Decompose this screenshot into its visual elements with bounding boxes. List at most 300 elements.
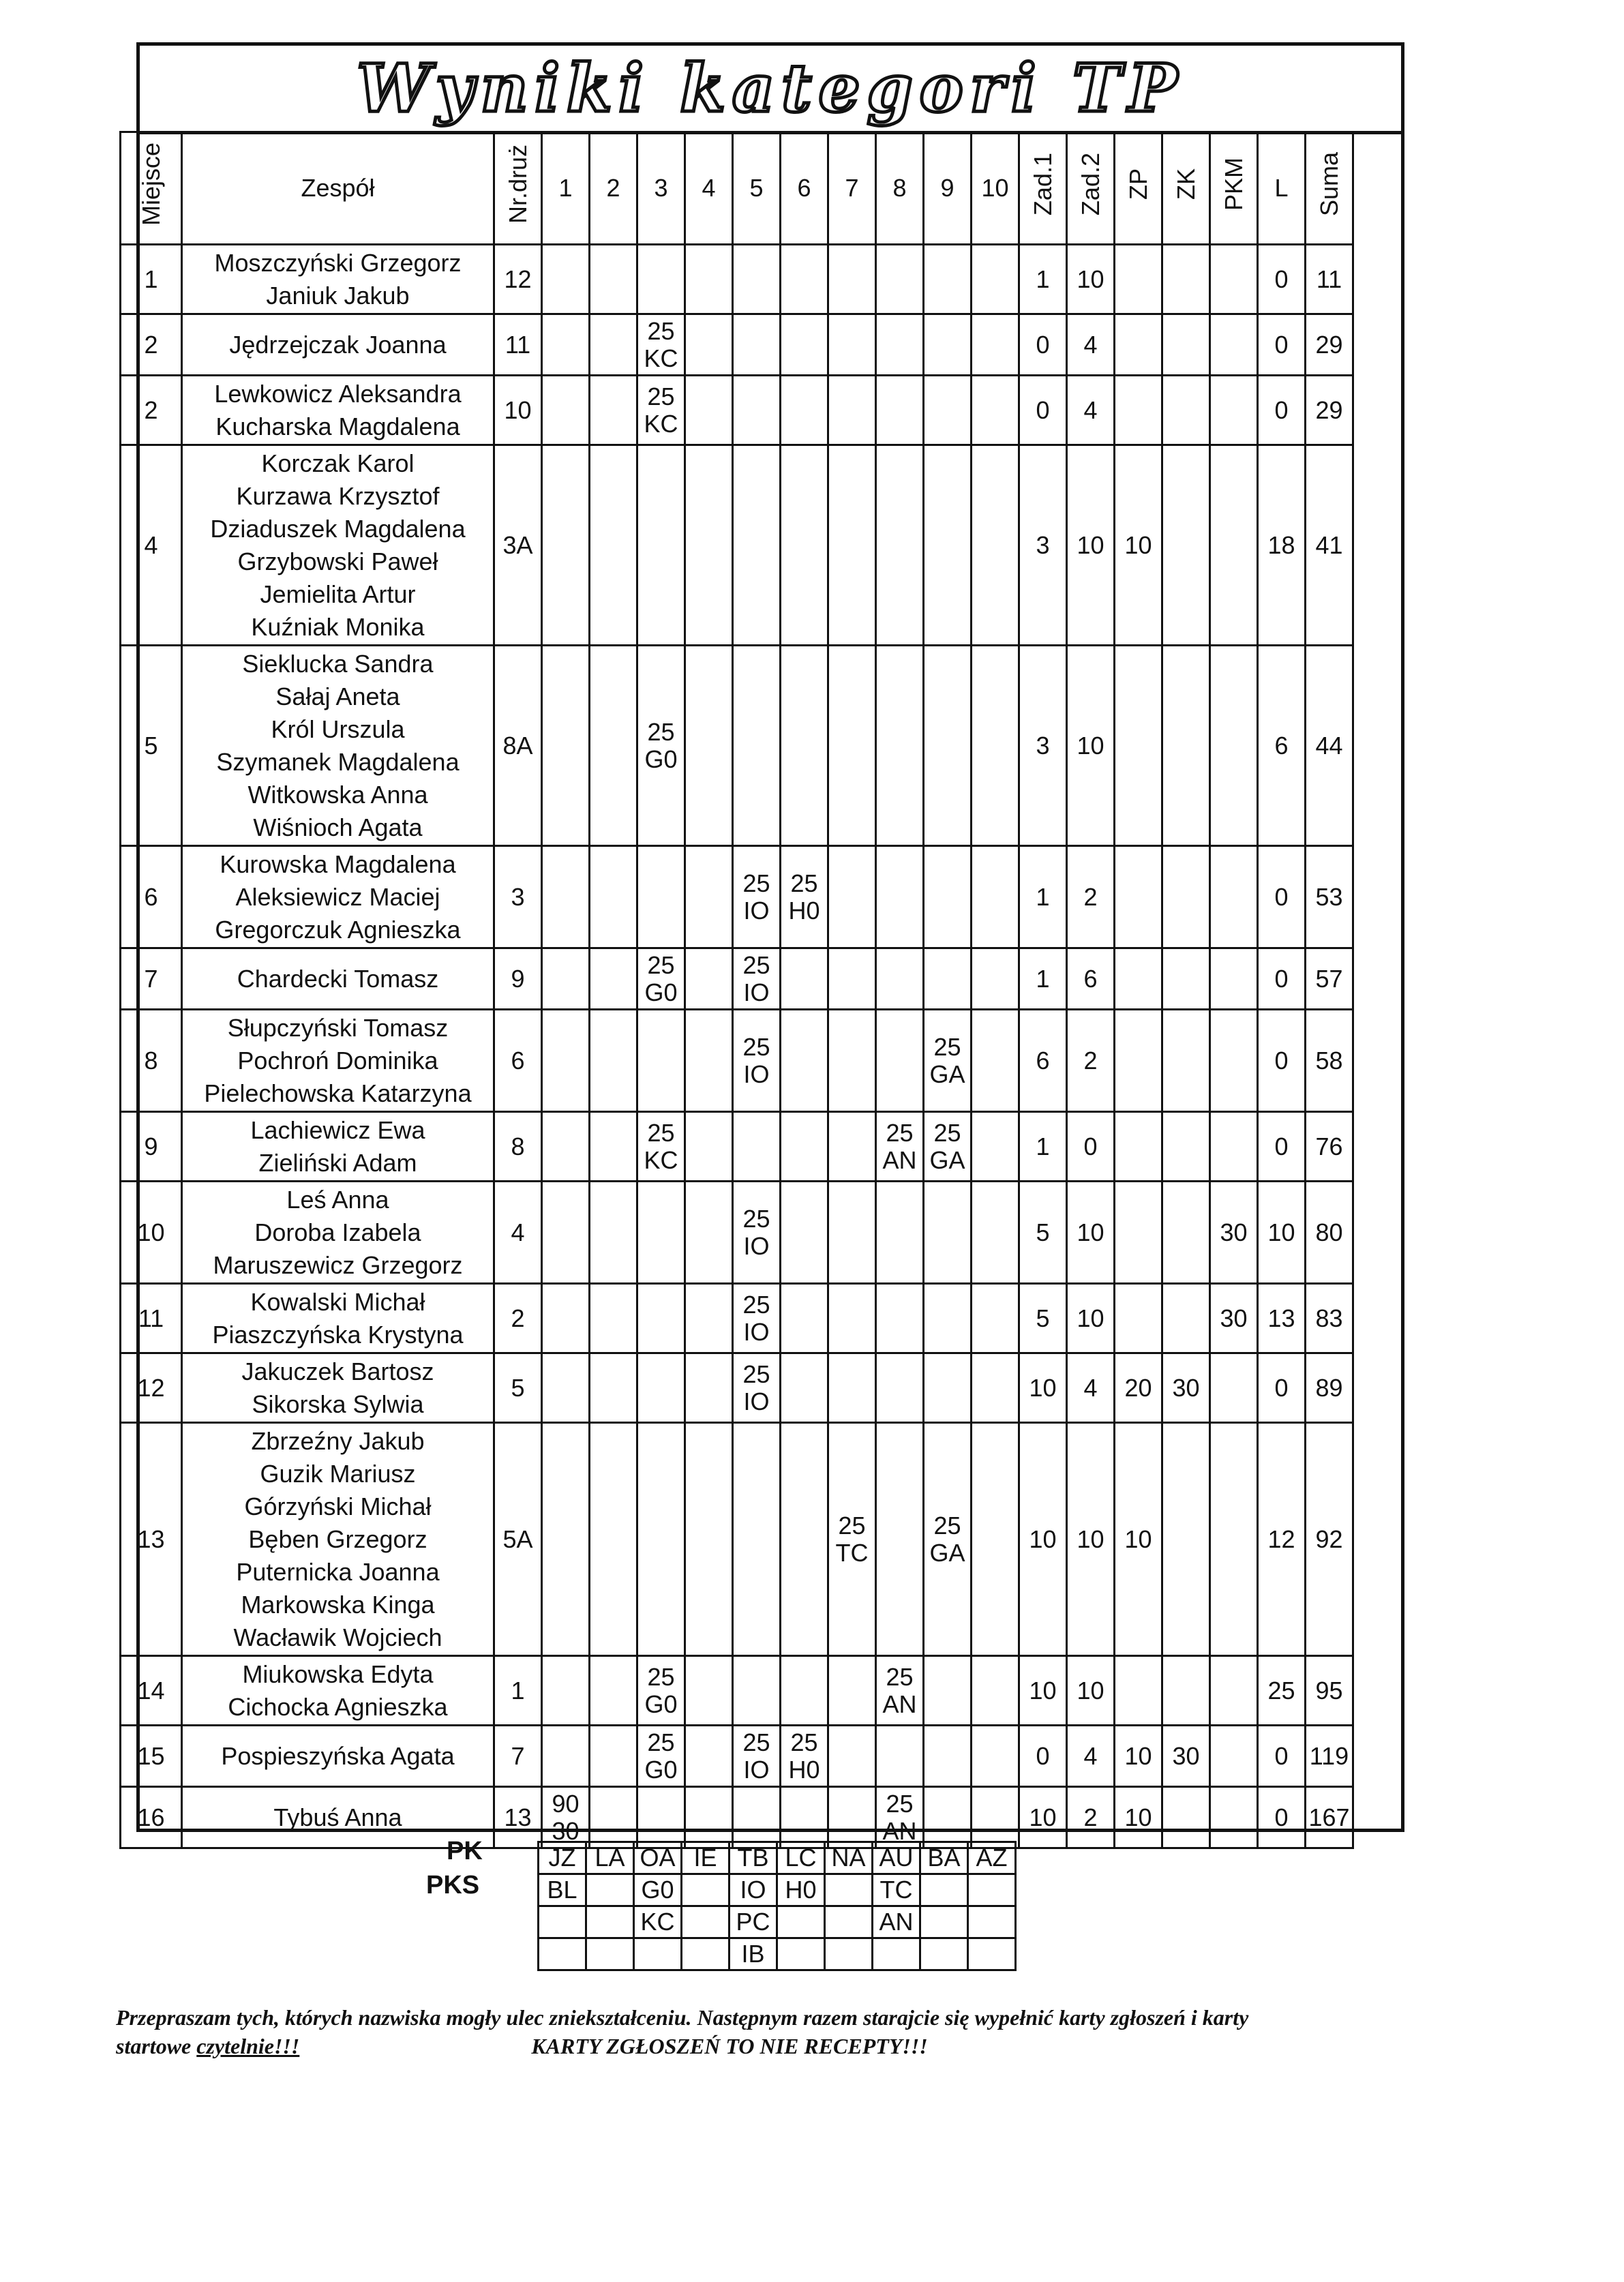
pk-cell — [873, 1938, 920, 1970]
team-cell — [182, 1010, 494, 1112]
place-cell: 1 — [121, 245, 182, 314]
team-member: Korczak Karol — [261, 449, 415, 477]
suma-cell: 53 — [1306, 846, 1353, 948]
checkpoint-score: 25 — [647, 1728, 675, 1756]
team-member: Witkowska Anna — [247, 780, 428, 809]
team-number-cell: 5 — [494, 1353, 542, 1423]
checkpoint-cell — [685, 1787, 733, 1848]
team-member: Górzyński Michał — [244, 1492, 432, 1520]
checkpoint-cell — [590, 376, 637, 445]
checkpoint-cell — [924, 646, 972, 846]
zad2-cell: 2 — [1067, 846, 1115, 948]
pk-cell — [777, 1938, 825, 1970]
team-member: Leś Anna — [286, 1185, 389, 1214]
checkpoint-cell — [828, 1726, 876, 1787]
pk-cell: JZ — [539, 1842, 586, 1874]
zk-cell — [1162, 646, 1210, 846]
checkpoint-score: 25 — [742, 1290, 770, 1319]
checkpoint-cell — [876, 1284, 924, 1353]
team-member: Markowska Kinga — [241, 1590, 435, 1619]
checkpoint-code: G0 — [644, 745, 678, 773]
zk-cell — [1162, 1010, 1210, 1112]
team-member: Kowalski Michał — [250, 1287, 425, 1316]
zk-cell — [1162, 1182, 1210, 1284]
checkpoint-cell — [828, 1112, 876, 1182]
checkpoint-cell — [828, 646, 876, 846]
team-member: Sieklucka Sandra — [242, 649, 434, 678]
zk-cell — [1162, 1656, 1210, 1726]
place-cell: 2 — [121, 376, 182, 445]
table-row — [121, 948, 1353, 1010]
pkm-cell — [1210, 646, 1258, 846]
checkpoint-cell — [781, 245, 828, 314]
checkpoint-score: 25 — [933, 1511, 961, 1540]
pkm-cell — [1210, 314, 1258, 376]
table-row — [121, 1423, 1353, 1656]
checkpoint-cell — [590, 245, 637, 314]
team-cell — [182, 646, 494, 846]
checkpoint-cell — [733, 245, 781, 314]
team-number-cell: 4 — [494, 1182, 542, 1284]
team-number-cell: 3A — [494, 445, 542, 646]
checkpoint-cell — [781, 1112, 828, 1182]
l-cell: 0 — [1258, 1726, 1306, 1787]
team-number-cell: 11 — [494, 314, 542, 376]
zad2-cell: 4 — [1067, 1726, 1115, 1787]
zad1-cell: 1 — [1019, 948, 1067, 1010]
checkpoint-score: 25 — [742, 1204, 770, 1233]
checkpoint-cell — [924, 1353, 972, 1423]
checkpoint-cell — [972, 1112, 1019, 1182]
pkm-cell — [1210, 1423, 1258, 1656]
header-cp-8: 8 — [876, 132, 924, 245]
checkpoint-cell — [924, 846, 972, 948]
checkpoint-cell — [590, 1353, 637, 1423]
checkpoint-cell — [924, 376, 972, 445]
checkpoint-cell — [685, 1423, 733, 1656]
zad2-cell: 4 — [1067, 1353, 1115, 1423]
table-row — [121, 1353, 1353, 1423]
header-cp-5: 5 — [733, 132, 781, 245]
team-cell — [182, 445, 494, 646]
header-cp-6: 6 — [781, 132, 828, 245]
checkpoint-cell — [876, 1423, 924, 1656]
table-row — [121, 1112, 1353, 1182]
zad2-cell: 10 — [1067, 245, 1115, 314]
checkpoint-cell — [637, 1726, 685, 1787]
checkpoint-code: GA — [929, 1538, 965, 1567]
checkpoint-cell — [685, 1353, 733, 1423]
zk-cell — [1162, 245, 1210, 314]
checkpoint-cell — [733, 1787, 781, 1848]
checkpoint-score: 25 — [742, 1360, 770, 1388]
checkpoint-cell — [637, 846, 685, 948]
header-zp: ZP — [1115, 132, 1162, 245]
team-number-cell: 2 — [494, 1284, 542, 1353]
checkpoint-cell — [637, 1284, 685, 1353]
checkpoint-cell — [828, 245, 876, 314]
zad1-cell: 6 — [1019, 1010, 1067, 1112]
place-cell: 2 — [121, 314, 182, 376]
pk-cell — [539, 1906, 586, 1938]
team-number-cell: 7 — [494, 1726, 542, 1787]
table-row — [121, 445, 1353, 646]
checkpoint-cell — [828, 1656, 876, 1726]
checkpoint-cell — [733, 314, 781, 376]
pk-label: PK — [447, 1837, 483, 1865]
team-number-cell: 13 — [494, 1787, 542, 1848]
checkpoint-cell — [733, 1112, 781, 1182]
pkm-cell: 30 — [1210, 1284, 1258, 1353]
checkpoint-cell — [781, 445, 828, 646]
suma-cell: 11 — [1306, 245, 1353, 314]
pk-cell: AN — [873, 1906, 920, 1938]
zad1-cell: 0 — [1019, 314, 1067, 376]
suma-cell: 95 — [1306, 1656, 1353, 1726]
header-pkm: PKM — [1210, 132, 1258, 245]
suma-cell: 29 — [1306, 314, 1353, 376]
checkpoint-cell — [876, 1353, 924, 1423]
checkpoint-cell — [637, 1423, 685, 1656]
checkpoint-cell — [542, 1423, 590, 1656]
checkpoint-cell — [637, 1353, 685, 1423]
place-cell: 8 — [121, 1010, 182, 1112]
checkpoint-cell — [828, 1353, 876, 1423]
suma-cell: 119 — [1306, 1726, 1353, 1787]
team-member: Wacławik Wojciech — [233, 1623, 442, 1651]
checkpoint-cell — [972, 1423, 1019, 1656]
team-member: Tybuś Anna — [273, 1803, 402, 1831]
pk-cell — [539, 1938, 586, 1970]
zk-cell: 30 — [1162, 1726, 1210, 1787]
table-row — [121, 1656, 1353, 1726]
team-number-cell: 8 — [494, 1112, 542, 1182]
checkpoint-cell — [876, 1010, 924, 1112]
l-cell: 0 — [1258, 245, 1306, 314]
team-cell — [182, 948, 494, 1010]
checkpoint-code: KC — [644, 344, 678, 372]
pkm-cell — [1210, 948, 1258, 1010]
team-member: Chardecki Tomasz — [237, 964, 439, 993]
checkpoint-code: H0 — [788, 896, 820, 925]
team-member: Cichocka Agnieszka — [228, 1692, 448, 1721]
team-cell — [182, 1112, 494, 1182]
checkpoint-cell — [590, 314, 637, 376]
checkpoint-cell — [733, 445, 781, 646]
zp-cell: 10 — [1115, 1787, 1162, 1848]
checkpoint-cell — [924, 1182, 972, 1284]
checkpoint-cell — [876, 1656, 924, 1726]
checkpoint-cell — [924, 445, 972, 646]
pk-cell: NA — [825, 1842, 873, 1874]
suma-cell: 58 — [1306, 1010, 1353, 1112]
pk-cell: BL — [539, 1874, 586, 1906]
team-number-cell: 1 — [494, 1656, 542, 1726]
pk-cell — [825, 1906, 873, 1938]
header-zad2: Zad.2 — [1067, 132, 1115, 245]
zad2-cell: 6 — [1067, 948, 1115, 1010]
checkpoint-cell — [542, 1112, 590, 1182]
zad1-cell: 0 — [1019, 376, 1067, 445]
l-cell: 13 — [1258, 1284, 1306, 1353]
header-cp-7: 7 — [828, 132, 876, 245]
checkpoint-cell — [781, 1726, 828, 1787]
checkpoint-cell — [637, 245, 685, 314]
checkpoint-cell — [685, 1112, 733, 1182]
place-cell: 10 — [121, 1182, 182, 1284]
checkpoint-cell — [542, 245, 590, 314]
team-cell — [182, 1656, 494, 1726]
header-place: Miejsce — [121, 132, 182, 245]
checkpoint-cell — [685, 445, 733, 646]
zp-cell — [1115, 948, 1162, 1010]
team-member: Sałaj Aneta — [275, 682, 400, 710]
checkpoint-cell — [733, 948, 781, 1010]
pk-cell: AZ — [968, 1842, 1016, 1874]
checkpoint-cell — [972, 646, 1019, 846]
checkpoint-code: IO — [743, 978, 770, 1006]
zp-cell: 20 — [1115, 1353, 1162, 1423]
zk-cell: 30 — [1162, 1353, 1210, 1423]
checkpoint-cell — [876, 376, 924, 445]
zad1-cell: 10 — [1019, 1353, 1067, 1423]
zk-cell — [1162, 314, 1210, 376]
checkpoint-cell — [924, 1284, 972, 1353]
checkpoint-cell — [542, 948, 590, 1010]
zp-cell: 10 — [1115, 1726, 1162, 1787]
checkpoint-cell — [590, 948, 637, 1010]
checkpoint-code: GA — [929, 1060, 965, 1088]
pkm-cell — [1210, 1656, 1258, 1726]
checkpoint-cell — [590, 846, 637, 948]
team-member: Miukowska Edyta — [242, 1660, 434, 1688]
checkpoint-score: 25 — [647, 950, 675, 979]
checkpoint-cell — [876, 1182, 924, 1284]
header-cp-10: 10 — [972, 132, 1019, 245]
team-member: Grzybowski Paweł — [237, 547, 438, 575]
checkpoint-code: AN — [882, 1816, 917, 1845]
checkpoint-cell — [733, 1726, 781, 1787]
pkm-cell — [1210, 245, 1258, 314]
table-row — [121, 846, 1353, 948]
checkpoint-cell — [590, 445, 637, 646]
zad1-cell: 1 — [1019, 1112, 1067, 1182]
checkpoint-cell — [542, 1182, 590, 1284]
footer-line-2-underlined: czytelnie!!! — [196, 2034, 300, 2058]
checkpoint-cell — [828, 314, 876, 376]
checkpoint-cell — [828, 445, 876, 646]
team-cell — [182, 1182, 494, 1284]
suma-cell: 57 — [1306, 948, 1353, 1010]
checkpoint-cell — [972, 376, 1019, 445]
checkpoint-code: IO — [743, 1755, 770, 1784]
pk-cell — [920, 1938, 968, 1970]
checkpoint-code: IO — [743, 1387, 770, 1415]
checkpoint-code: IO — [743, 1060, 770, 1088]
pkm-cell — [1210, 1787, 1258, 1848]
checkpoint-cell — [924, 1787, 972, 1848]
team-cell — [182, 1726, 494, 1787]
checkpoint-code: AN — [882, 1145, 917, 1174]
pkm-cell: 30 — [1210, 1182, 1258, 1284]
zp-cell — [1115, 1656, 1162, 1726]
place-cell: 9 — [121, 1112, 182, 1182]
pk-cell: G0 — [634, 1874, 682, 1906]
checkpoint-score: 25 — [790, 869, 818, 897]
footer-line-2-start: startowe — [116, 2034, 197, 2058]
checkpoint-score: 25 — [742, 1032, 770, 1061]
zk-cell — [1162, 376, 1210, 445]
place-cell: 7 — [121, 948, 182, 1010]
footer-note — [116, 2003, 1479, 2060]
l-cell: 18 — [1258, 445, 1306, 646]
pkm-cell — [1210, 1112, 1258, 1182]
team-member: Szymanek Magdalena — [216, 747, 460, 776]
checkpoint-cell — [924, 245, 972, 314]
checkpoint-cell — [590, 1284, 637, 1353]
team-member: Pielechowska Katarzyna — [204, 1079, 472, 1107]
checkpoint-score: 25 — [647, 1662, 675, 1691]
team-member: Pospieszyńska Agata — [221, 1741, 455, 1770]
l-cell: 0 — [1258, 948, 1306, 1010]
pk-cell — [920, 1906, 968, 1938]
header-cp-9: 9 — [924, 132, 972, 245]
table-row — [121, 1182, 1353, 1284]
checkpoint-score: 25 — [647, 1118, 675, 1147]
zp-cell: 10 — [1115, 445, 1162, 646]
table-row — [121, 1726, 1353, 1787]
team-member: Jędrzejczak Joanna — [229, 330, 447, 359]
checkpoint-cell — [590, 1112, 637, 1182]
checkpoint-score: 25 — [742, 950, 770, 979]
team-member: Maruszewicz Grzegorz — [213, 1250, 463, 1279]
checkpoint-cell — [781, 646, 828, 846]
team-cell — [182, 1423, 494, 1656]
zad2-cell: 0 — [1067, 1112, 1115, 1182]
pk-cell — [825, 1938, 873, 1970]
team-cell — [182, 376, 494, 445]
team-member: Dziaduszek Magdalena — [210, 514, 466, 543]
checkpoint-cell — [972, 948, 1019, 1010]
pk-row — [539, 1938, 1016, 1970]
team-member: Janiuk Jakub — [266, 281, 410, 310]
pk-cell — [586, 1874, 634, 1906]
pk-cell: PC — [730, 1906, 777, 1938]
l-cell: 0 — [1258, 1353, 1306, 1423]
pk-cell: OA — [634, 1842, 682, 1874]
zad1-cell: 5 — [1019, 1182, 1067, 1284]
zp-cell — [1115, 1284, 1162, 1353]
checkpoint-score: 25 — [742, 1728, 770, 1756]
checkpoint-cell — [972, 314, 1019, 376]
team-member: Sikorska Sylwia — [252, 1390, 424, 1418]
checkpoint-cell — [828, 1284, 876, 1353]
team-member: Zieliński Adam — [258, 1148, 417, 1177]
pk-row — [539, 1874, 1016, 1906]
checkpoint-cell — [542, 1353, 590, 1423]
header-cp-2: 2 — [590, 132, 637, 245]
team-member: Kurowska Magdalena — [220, 850, 456, 878]
checkpoint-cell — [637, 948, 685, 1010]
checkpoint-cell — [733, 646, 781, 846]
checkpoint-cell — [685, 1284, 733, 1353]
checkpoint-cell — [924, 1423, 972, 1656]
checkpoint-cell — [781, 1423, 828, 1656]
team-number-cell: 10 — [494, 376, 542, 445]
checkpoint-score: 25 — [886, 1789, 914, 1818]
suma-cell: 76 — [1306, 1112, 1353, 1182]
checkpoint-cell — [972, 245, 1019, 314]
pk-cell — [586, 1906, 634, 1938]
checkpoint-score: 25 — [886, 1118, 914, 1147]
team-member: Kurzawa Krzysztof — [236, 481, 440, 510]
footer-line-2-caps: KARTY ZGŁOSZEŃ TO NIE RECEPTY!!! — [531, 2034, 928, 2058]
pk-cell — [682, 1938, 730, 1970]
place-cell: 12 — [121, 1353, 182, 1423]
checkpoint-cell — [781, 1284, 828, 1353]
team-member: Słupczyński Tomasz — [227, 1013, 449, 1042]
checkpoint-cell — [733, 846, 781, 948]
checkpoint-cell — [924, 948, 972, 1010]
pk-cell — [586, 1938, 634, 1970]
pkm-cell — [1210, 445, 1258, 646]
footer-line-1: Przepraszam tych, których nazwiska mogły ulec zniekształceniu. Następnym razem starajcie się wypełnić karty zgłoszeń i karty — [116, 2005, 1249, 2030]
checkpoint-cell — [733, 1656, 781, 1726]
pk-cell: LA — [586, 1842, 634, 1874]
team-member: Zbrzeźny Jakub — [251, 1426, 425, 1455]
team-number-cell: 12 — [494, 245, 542, 314]
checkpoint-cell — [542, 1726, 590, 1787]
checkpoint-cell — [828, 376, 876, 445]
title-band — [140, 46, 1401, 134]
checkpoint-cell — [924, 314, 972, 376]
team-member: Król Urszula — [271, 715, 405, 743]
header-team: Zespół — [182, 132, 494, 245]
header-suma: Suma — [1306, 132, 1353, 245]
team-number-cell: 8A — [494, 646, 542, 846]
checkpoint-cell — [685, 314, 733, 376]
team-cell — [182, 1353, 494, 1423]
header-zk: ZK — [1162, 132, 1210, 245]
checkpoint-cell — [924, 1656, 972, 1726]
checkpoint-cell — [685, 1726, 733, 1787]
checkpoint-cell — [876, 646, 924, 846]
zad2-cell: 4 — [1067, 314, 1115, 376]
pk-table — [537, 1841, 1017, 1971]
zk-cell — [1162, 1112, 1210, 1182]
team-member: Pochroń Dominika — [237, 1046, 438, 1075]
team-member: Kuźniak Monika — [251, 612, 425, 641]
results-body — [121, 245, 1353, 1848]
zad1-cell: 3 — [1019, 445, 1067, 646]
checkpoint-cell — [733, 1284, 781, 1353]
table-row — [121, 1787, 1353, 1848]
zk-cell — [1162, 846, 1210, 948]
place-cell: 15 — [121, 1726, 182, 1787]
checkpoint-cell — [781, 376, 828, 445]
checkpoint-score: 25 — [933, 1118, 961, 1147]
checkpoint-cell — [542, 1010, 590, 1112]
zp-cell — [1115, 646, 1162, 846]
pk-cell — [777, 1906, 825, 1938]
checkpoint-cell — [876, 1726, 924, 1787]
checkpoint-cell — [733, 1010, 781, 1112]
checkpoint-cell — [685, 1182, 733, 1284]
zp-cell — [1115, 1112, 1162, 1182]
pkm-cell — [1210, 1010, 1258, 1112]
checkpoint-cell — [637, 376, 685, 445]
team-member: Lachiewicz Ewa — [250, 1115, 425, 1144]
